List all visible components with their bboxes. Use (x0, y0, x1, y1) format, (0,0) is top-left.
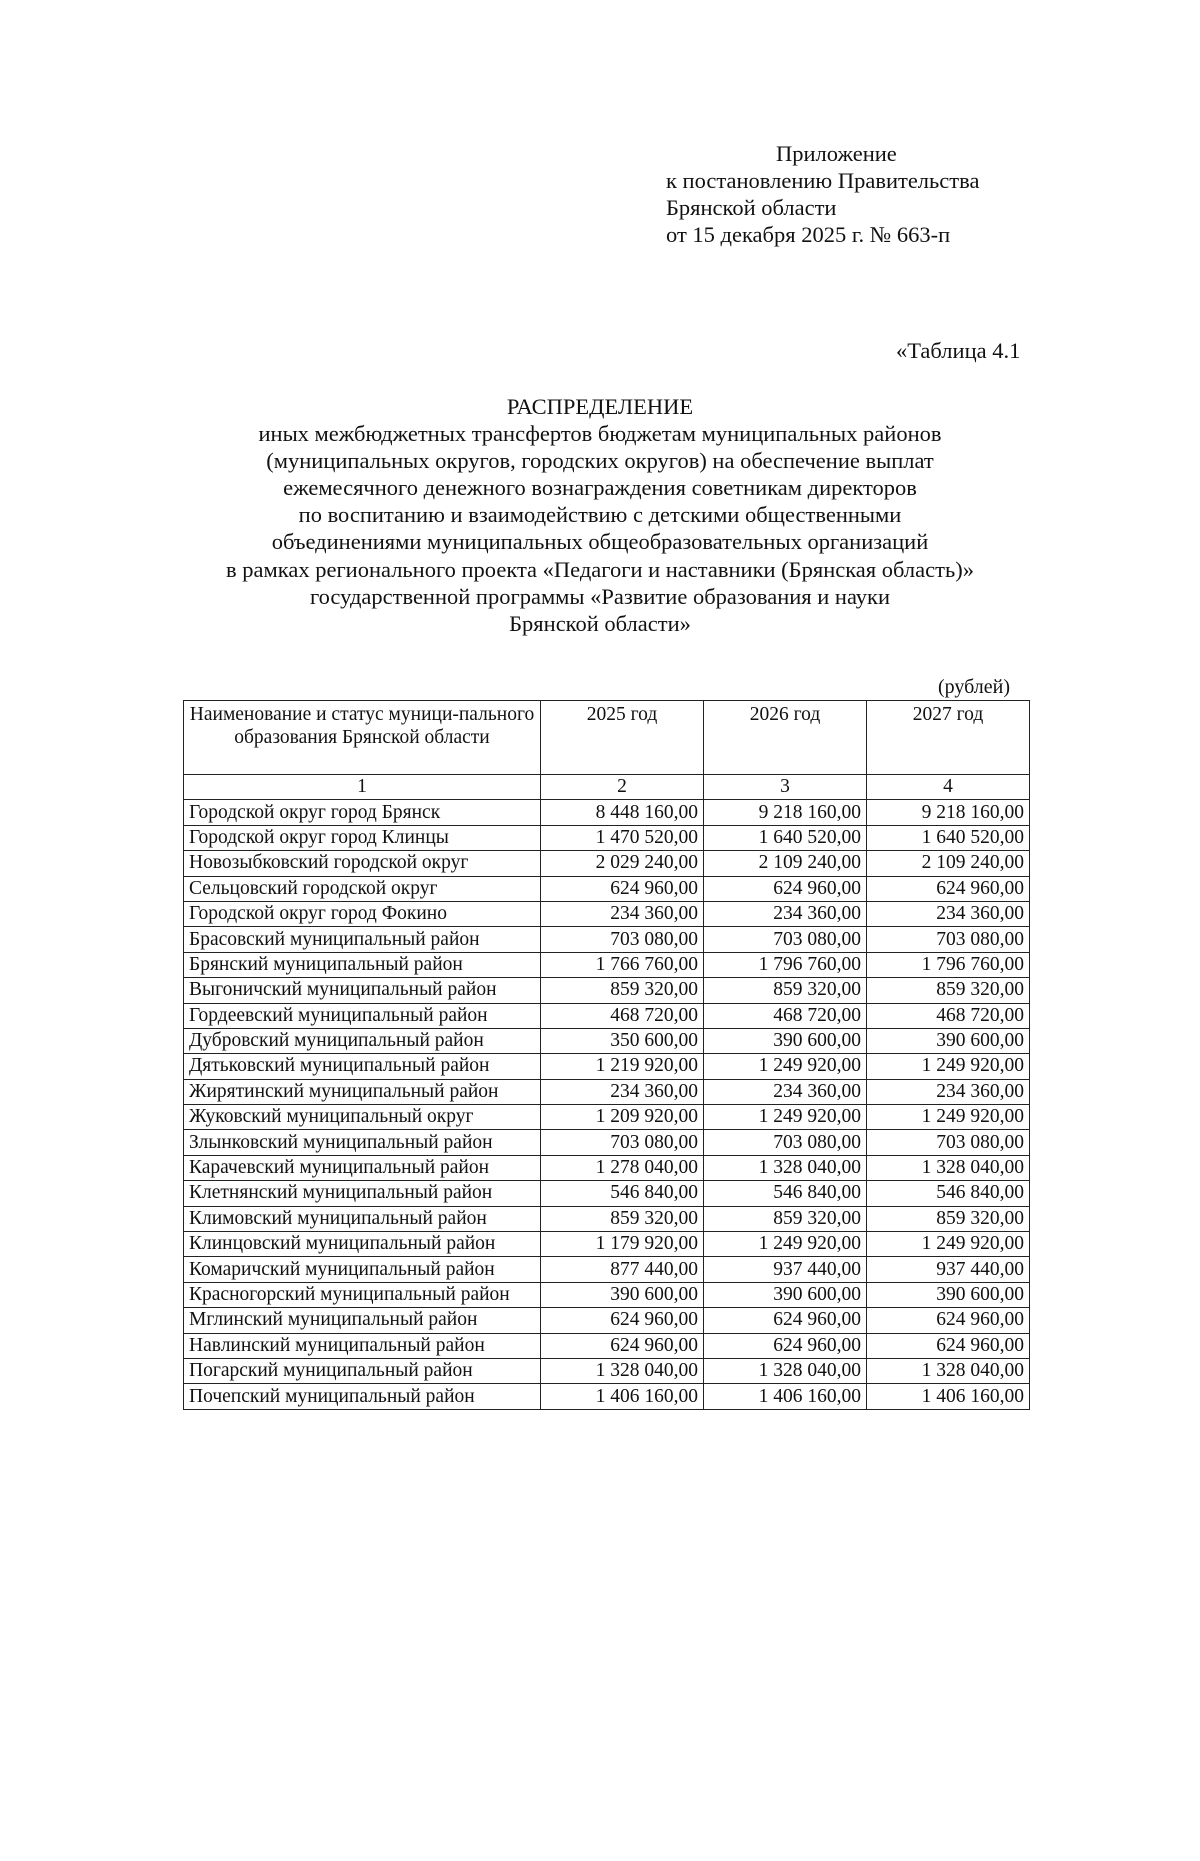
value-2027-cell: 9 218 160,00 (867, 800, 1030, 825)
heading-title: РАСПРЕДЕЛЕНИЕ (506, 394, 694, 419)
table-row (184, 1181, 1030, 1206)
column-number: 4 (867, 775, 1030, 800)
value-2026-cell: 859 320,00 (704, 978, 867, 1003)
value-2027-cell: 624 960,00 (867, 1333, 1030, 1358)
table-label: «Таблица 4.1 (896, 338, 1021, 363)
value-2026-cell: 234 360,00 (704, 1079, 867, 1104)
value-2027-cell: 1 249 920,00 (867, 1105, 1030, 1130)
value-2027-cell: 1 328 040,00 (867, 1358, 1030, 1383)
municipality-name-cell: Красногорский муниципальный район (184, 1282, 541, 1307)
table-row (184, 1384, 1030, 1409)
municipality-name-cell: Брасовский муниципальный район (184, 927, 541, 952)
municipality-name-cell: Мглинский муниципальный район (184, 1308, 541, 1333)
value-2026-cell: 1 640 520,00 (704, 825, 867, 850)
table-row (184, 851, 1030, 876)
value-2027-cell: 624 960,00 (867, 876, 1030, 901)
value-2027-cell: 1 640 520,00 (867, 825, 1030, 850)
municipality-name-cell: Сельцовский городской округ (184, 876, 541, 901)
distribution-table (183, 700, 1030, 1410)
municipality-name-cell: Городской округ город Фокино (184, 901, 541, 926)
value-2025-cell: 624 960,00 (541, 876, 704, 901)
heading-line: (муниципальных округов, городских округов) на обеспечение выплат (266, 448, 934, 474)
value-2025-cell: 1 328 040,00 (541, 1358, 704, 1383)
value-2027-cell: 234 360,00 (867, 901, 1030, 926)
value-2026-cell: 1 328 040,00 (704, 1358, 867, 1383)
municipality-name-cell: Городской округ город Клинцы (184, 825, 541, 850)
value-2025-cell: 468 720,00 (541, 1003, 704, 1028)
municipality-name-cell: Брянский муниципальный район (184, 952, 541, 977)
value-2026-cell: 546 840,00 (704, 1181, 867, 1206)
value-2027-cell: 390 600,00 (867, 1028, 1030, 1053)
municipality-name-cell: Жуковский муниципальный округ (184, 1105, 541, 1130)
municipality-name-cell: Почепский муниципальный район (184, 1384, 541, 1409)
heading-line: Брянской области» (509, 610, 691, 636)
municipality-name-cell: Жирятинский муниципальный район (184, 1079, 541, 1104)
column-number: 1 (184, 775, 541, 800)
value-2026-cell: 390 600,00 (704, 1282, 867, 1307)
column-number: 2 (541, 775, 704, 800)
value-2027-cell: 1 406 160,00 (867, 1384, 1030, 1409)
heading-line: ежемесячного денежного вознаграждения советникам директоров (283, 475, 917, 501)
table-row (184, 1358, 1030, 1383)
table-row (184, 1333, 1030, 1358)
table-row (184, 800, 1030, 825)
table-row (184, 1130, 1030, 1155)
table-row (184, 1232, 1030, 1257)
appendix-line: к постановлению Правительства (666, 168, 980, 193)
value-2026-cell: 234 360,00 (704, 901, 867, 926)
value-2027-cell: 937 440,00 (867, 1257, 1030, 1282)
municipality-name-cell: Клинцовский муниципальный район (184, 1232, 541, 1257)
municipality-name-cell: Комаричский муниципальный район (184, 1257, 541, 1282)
appendix-line: от 15 декабря 2025 г. № 663-п (666, 222, 951, 247)
municipality-name-cell: Гордеевский муниципальный район (184, 1003, 541, 1028)
value-2025-cell: 1 470 520,00 (541, 825, 704, 850)
heading-line: иных межбюджетных трансфертов бюджетам муниципальных районов (258, 421, 942, 447)
municipality-name-cell: Карачевский муниципальный район (184, 1155, 541, 1180)
value-2027-cell: 390 600,00 (867, 1282, 1030, 1307)
value-2027-cell: 1 328 040,00 (867, 1155, 1030, 1180)
value-2026-cell: 1 249 920,00 (704, 1232, 867, 1257)
table-row (184, 1054, 1030, 1079)
units-label: (рублей) (938, 676, 1011, 698)
value-2027-cell: 1 796 760,00 (867, 952, 1030, 977)
value-2025-cell: 234 360,00 (541, 901, 704, 926)
column-number: 3 (704, 775, 867, 800)
table-row (184, 1282, 1030, 1307)
value-2025-cell: 390 600,00 (541, 1282, 704, 1307)
table-row (184, 825, 1030, 850)
municipality-name-cell: Климовский муниципальный район (184, 1206, 541, 1231)
value-2027-cell: 546 840,00 (867, 1181, 1030, 1206)
value-2026-cell: 703 080,00 (704, 927, 867, 952)
table-row (184, 978, 1030, 1003)
value-2025-cell: 8 448 160,00 (541, 800, 704, 825)
value-2026-cell: 9 218 160,00 (704, 800, 867, 825)
value-2026-cell: 624 960,00 (704, 1308, 867, 1333)
value-2025-cell: 546 840,00 (541, 1181, 704, 1206)
table-row (184, 1155, 1030, 1180)
value-2027-cell: 703 080,00 (867, 927, 1030, 952)
table-body (184, 800, 1030, 1409)
header-2027-cell: 2027 год (867, 701, 1030, 775)
value-2026-cell: 390 600,00 (704, 1028, 867, 1053)
table-row (184, 876, 1030, 901)
table-row (184, 901, 1030, 926)
heading-line: государственной программы «Развитие образования и науки (309, 583, 891, 609)
municipality-name-cell: Погарский муниципальный район (184, 1358, 541, 1383)
header-2025-cell: 2025 год (541, 701, 704, 775)
value-2025-cell: 2 029 240,00 (541, 851, 704, 876)
municipality-name-cell: Дятьковский муниципальный район (184, 1054, 541, 1079)
value-2027-cell: 1 249 920,00 (867, 1232, 1030, 1257)
table-row (184, 1105, 1030, 1130)
heading-line: по воспитанию и взаимодействию с детскими общественными (298, 502, 902, 528)
value-2026-cell: 1 249 920,00 (704, 1054, 867, 1079)
value-2027-cell: 703 080,00 (867, 1130, 1030, 1155)
heading-line: объединениями муниципальных общеобразовательных организаций (271, 529, 929, 555)
column-number-row (184, 775, 1030, 800)
value-2026-cell: 2 109 240,00 (704, 851, 867, 876)
heading-line: в рамках регионального проекта «Педагоги и наставники (Брянская область)» (226, 556, 974, 582)
value-2025-cell: 859 320,00 (541, 978, 704, 1003)
value-2027-cell: 859 320,00 (867, 1206, 1030, 1231)
municipality-name-cell: Злынковский муниципальный район (184, 1130, 541, 1155)
municipality-name-cell: Городской округ город Брянск (184, 800, 541, 825)
appendix-line: Приложение (776, 141, 897, 166)
value-2025-cell: 877 440,00 (541, 1257, 704, 1282)
value-2027-cell: 859 320,00 (867, 978, 1030, 1003)
municipality-name-cell: Навлинский муниципальный район (184, 1333, 541, 1358)
value-2025-cell: 859 320,00 (541, 1206, 704, 1231)
value-2025-cell: 703 080,00 (541, 1130, 704, 1155)
value-2025-cell: 1 179 920,00 (541, 1232, 704, 1257)
header-2026-cell: 2026 год (704, 701, 867, 775)
value-2026-cell: 1 249 920,00 (704, 1105, 867, 1130)
value-2027-cell: 468 720,00 (867, 1003, 1030, 1028)
value-2026-cell: 1 406 160,00 (704, 1384, 867, 1409)
municipality-name-cell: Клетнянский муниципальный район (184, 1181, 541, 1206)
value-2026-cell: 703 080,00 (704, 1130, 867, 1155)
value-2025-cell: 1 219 920,00 (541, 1054, 704, 1079)
value-2025-cell: 624 960,00 (541, 1333, 704, 1358)
appendix-block (666, 140, 979, 248)
value-2026-cell: 624 960,00 (704, 876, 867, 901)
value-2026-cell: 859 320,00 (704, 1206, 867, 1231)
municipality-name-cell: Новозыбковский городской округ (184, 851, 541, 876)
table-header-row (184, 701, 1030, 775)
header-name-cell: Наименование и статус муници-пального образования Брянской области (184, 701, 541, 775)
table-row (184, 927, 1030, 952)
table-row (184, 1003, 1030, 1028)
value-2025-cell: 350 600,00 (541, 1028, 704, 1053)
value-2025-cell: 1 766 760,00 (541, 952, 704, 977)
value-2027-cell: 234 360,00 (867, 1079, 1030, 1104)
table-row (184, 1028, 1030, 1053)
value-2027-cell: 624 960,00 (867, 1308, 1030, 1333)
municipality-name-cell: Выгоничский муниципальный район (184, 978, 541, 1003)
table-row (184, 1206, 1030, 1231)
value-2025-cell: 703 080,00 (541, 927, 704, 952)
table-row (184, 1308, 1030, 1333)
value-2026-cell: 1 796 760,00 (704, 952, 867, 977)
table-row (184, 1257, 1030, 1282)
value-2025-cell: 1 209 920,00 (541, 1105, 704, 1130)
value-2026-cell: 937 440,00 (704, 1257, 867, 1282)
appendix-line: Брянской области (666, 195, 837, 220)
value-2027-cell: 1 249 920,00 (867, 1054, 1030, 1079)
table-row (184, 952, 1030, 977)
value-2026-cell: 624 960,00 (704, 1333, 867, 1358)
value-2025-cell: 1 406 160,00 (541, 1384, 704, 1409)
document-heading (100, 393, 1100, 637)
value-2026-cell: 468 720,00 (704, 1003, 867, 1028)
value-2027-cell: 2 109 240,00 (867, 851, 1030, 876)
table-row (184, 1079, 1030, 1104)
value-2026-cell: 1 328 040,00 (704, 1155, 867, 1180)
value-2025-cell: 1 278 040,00 (541, 1155, 704, 1180)
municipality-name-cell: Дубровский муниципальный район (184, 1028, 541, 1053)
value-2025-cell: 624 960,00 (541, 1308, 704, 1333)
value-2025-cell: 234 360,00 (541, 1079, 704, 1104)
